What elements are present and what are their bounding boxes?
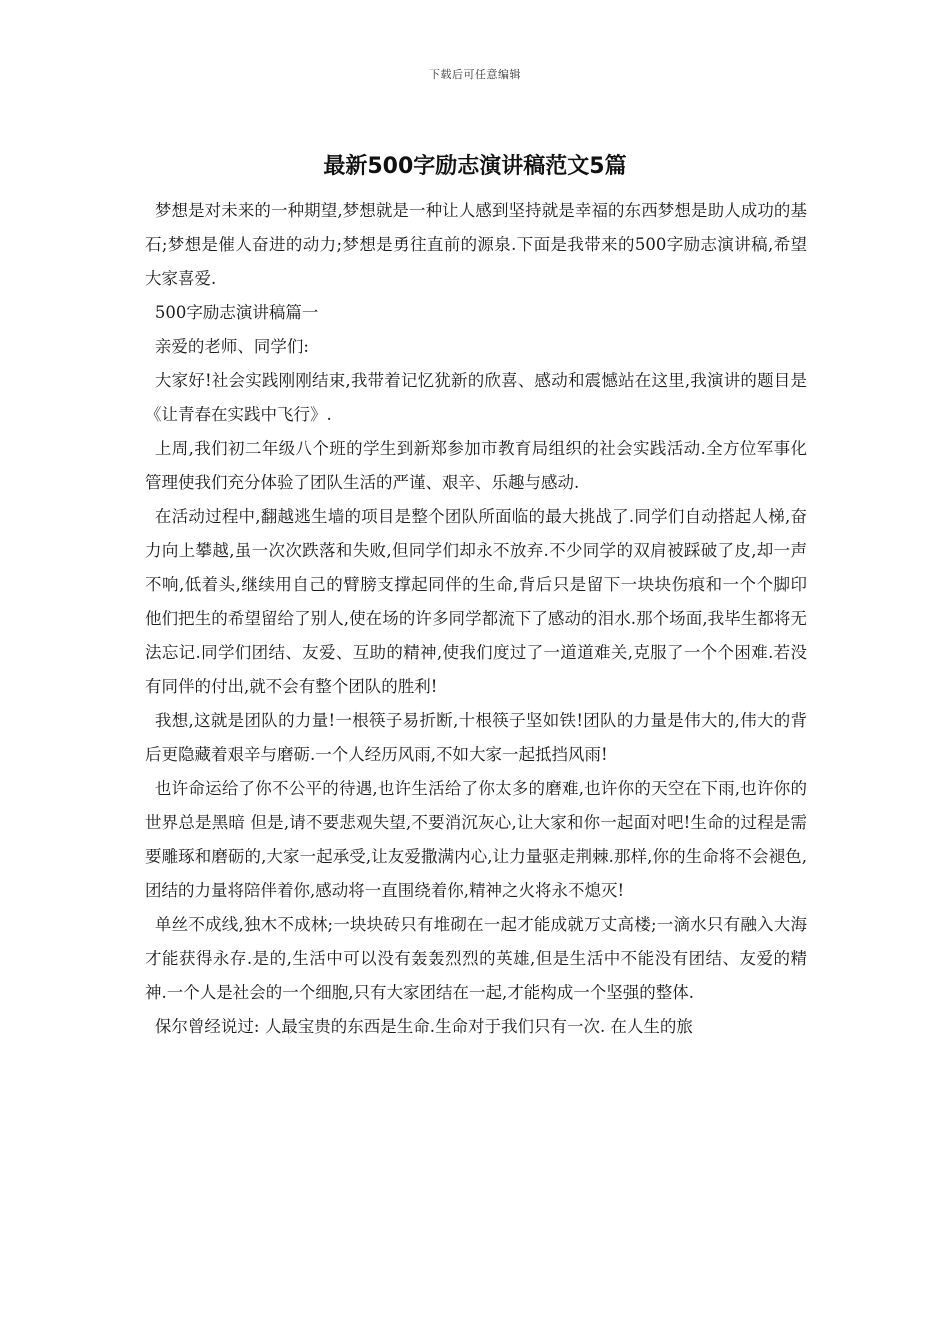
paragraph: 上周,我们初二年级八个班的学生到新郑参加市教育局组织的社会实践活动.全方位军事化管理使我们充分体验了团队生活的严谨、艰辛、乐趣与感动. <box>145 439 807 492</box>
paragraph: 保尔曾经说过: 人最宝贵的东西是生命.生命对于我们只有一次. 在人生的旅 <box>154 1017 693 1036</box>
document-title: 最新500字励志演讲稿范文5篇 <box>323 154 627 179</box>
paragraph: 单丝不成线,独木不成林;一块块砖只有堆砌在一起才能成就万丈高楼;一滴水只有融入大海才能获得永存.是的,生活中可以没有轰轰烈烈的英雄,但是生活中不能没有团结、友爱的精神.一个人是社会的一个细胞,只有大家团结在一起,才能构成一个坚强的整体. <box>145 915 807 1002</box>
header-note: 下载后可任意编辑 <box>429 68 521 81</box>
paragraph: 我想,这就是团队的力量!一根筷子易折断,十根筷子坚如铁!团队的力量是伟大的,伟大的背后更隐藏着艰辛与磨砺.一个人经历风雨,不如大家一起抵挡风雨! <box>145 711 807 764</box>
paragraph-salutation: 亲爱的老师、同学们: <box>154 337 309 356</box>
document-body <box>145 194 807 1044</box>
paragraph: 在活动过程中,翻越逃生墙的项目是整个团队所面临的最大挑战了.同学们自动搭起人梯,奋力向上攀越,虽一次次跌落和失败,但同学们却永不放弃.不少同学的双肩被踩破了皮,却一声不响,低着头,继续用自己的臂膀支撑起同伴的生命,背后只是留下一块块伤痕和一个个脚印 他们把生的希望留给了别人,使在场的许多同学都流下了感动的泪水.那个场面,我毕生都将无法忘记.同学们团结、友爱、互助的精神,使我们度过了一道道难关,克服了一个个困难.若没有同伴的付出,就不会有整个团队的胜利! <box>145 507 807 696</box>
paragraph: 也许命运给了你不公平的待遇,也许生活给了你太多的磨难,也许你的天空在下雨,也许你的世界总是黑暗 但是,请不要悲观失望,不要消沉灰心,让大家和你一起面对吧!生命的过程是需要雕琢和磨砺的,大家一起承受,让友爱撒满内心,让力量驱走荆棘.那样,你的生命将不会褪色,团结的力量将陪伴着你,感动将一直围绕着你,精神之火将永不熄灭! <box>145 779 807 900</box>
paragraph: 大家好!社会实践刚刚结束,我带着记忆犹新的欣喜、感动和震憾站在这里,我演讲的题目是《让青春在实践中飞行》. <box>145 371 807 424</box>
paragraph-intro: 梦想是对未来的一种期望,梦想就是一种让人感到坚持就是幸福的东西梦想是助人成功的基石;梦想是催人奋进的动力;梦想是勇往直前的源泉.下面是我带来的500字励志演讲稿,希望大家喜爱. <box>145 201 807 288</box>
paragraph-section-heading: 500字励志演讲稿篇一 <box>154 303 319 322</box>
